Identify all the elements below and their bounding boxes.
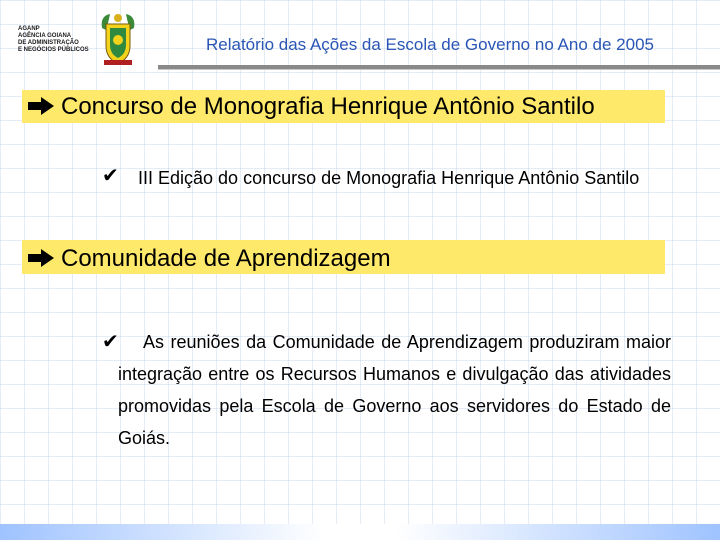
section-heading — [27, 244, 667, 274]
section-text: As reuniões da Comunidade de Aprendizagem produziram maior integração entre os Recursos Humanos e divulgação das atividades promovidas pela Escola de Governo aos servidores do Estado de Goiás. — [118, 332, 671, 448]
checkmark-icon: ✔ — [102, 165, 119, 187]
logo-line: E NEGÓCIOS PÚBLICOS — [18, 47, 89, 53]
footer-bar — [0, 524, 720, 540]
arrow-right-icon — [27, 248, 55, 268]
arrow-right-icon — [27, 96, 55, 116]
logo-line: AGÊNCIA GOIANA — [18, 33, 72, 39]
section-heading-text: Concurso de Monografia Henrique Antônio Santilo — [61, 93, 595, 120]
header-divider-light — [158, 69, 720, 70]
checkmark-icon: ✔ — [102, 331, 119, 353]
page-title: Relatório das Ações da Escola de Governo no Ano de 2005 — [206, 35, 654, 54]
section-heading — [27, 92, 667, 122]
agency-logo — [18, 10, 143, 70]
logo-line: AGANP — [18, 26, 40, 32]
logo-line: DE ADMINISTRAÇÃO — [18, 40, 79, 46]
section-text: III Edição do concurso de Monografia Henrique Antônio Santilo — [138, 168, 640, 188]
logo-text — [18, 26, 96, 54]
coat-of-arms-icon — [98, 10, 138, 68]
section-heading-text: Comunidade de Aprendizagem — [61, 245, 391, 272]
